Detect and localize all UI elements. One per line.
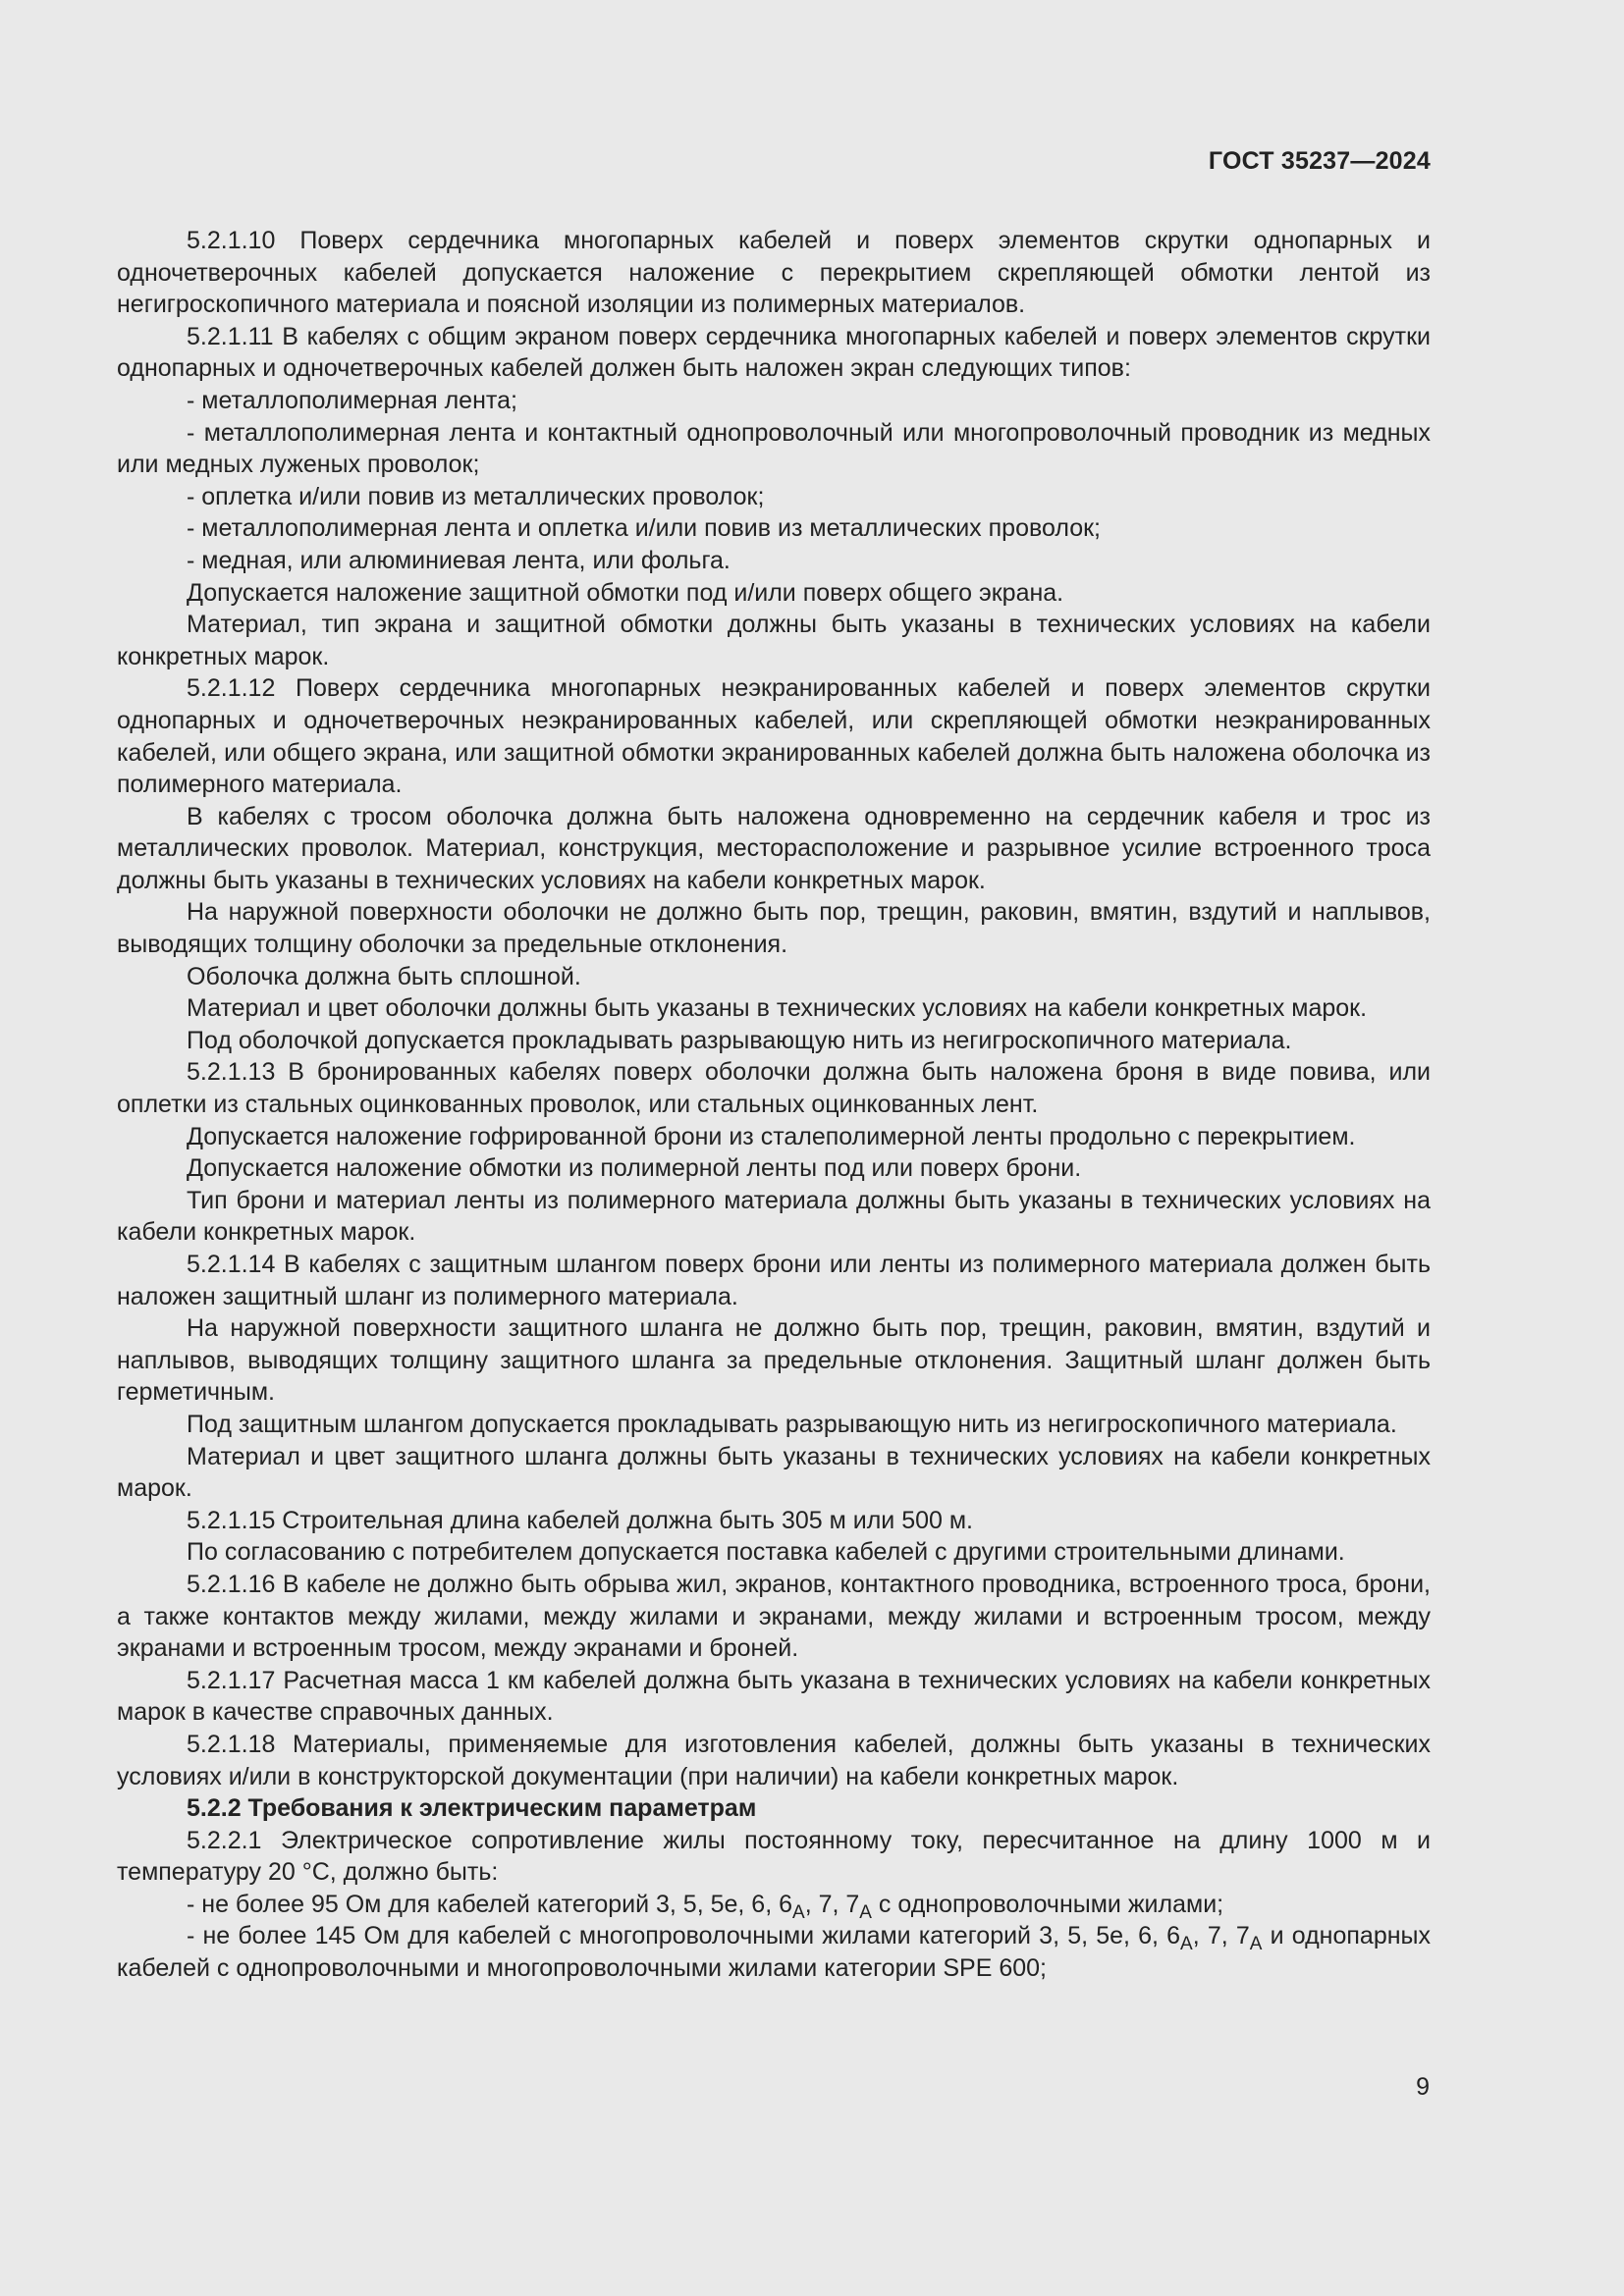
paragraph: Тип брони и материал ленты из полимерного материала должны быть указаны в технических условиях на кабели конкретных марок. (117, 1186, 1431, 1247)
section-heading: 5.2.2 Требования к электрическим параметрам (187, 1794, 757, 1823)
paragraph: По согласованию с потребителем допускается поставка кабелей с другими строительными длинами. (187, 1538, 1345, 1567)
paragraph: Допускается наложение гофрированной брони из сталеполимерной ленты продольно с перекрытием. (187, 1122, 1356, 1150)
paragraph-5-2-1-17: 5.2.1.17 Расчетная масса 1 км кабелей должна быть указана в технических условиях на кабели конкретных марок в качестве справочных данных. (117, 1666, 1431, 1727)
paragraph-5-2-1-11: 5.2.1.11 В кабелях с общим экраном поверх сердечника многопарных кабелей и поверх элементов скрутки однопарных и одночетверочных кабелей должен быть наложен экран следующих типов: (117, 322, 1431, 383)
paragraph: Материал и цвет оболочки должны быть указаны в технических условиях на кабели конкретных марок. (187, 994, 1368, 1023)
list-item: - металлополимерная лента и контактный однопроволочный или многопроволочный проводник из медных или медных луженых проволок; (117, 418, 1431, 479)
paragraph: Материал, тип экрана и защитной обмотки должны быть указаны в технических условиях на кабели конкретных марок. (117, 611, 1431, 670)
paragraph-5-2-1-14: 5.2.1.14 В кабелях с защитным шлангом поверх брони или ленты из полимерного материала должен быть наложен защитный шланг из полимерного материала. (117, 1251, 1431, 1310)
document-body (117, 225, 1431, 1985)
paragraph: Оболочка должна быть сплошной. (187, 962, 581, 990)
paragraph: Допускается наложение обмотки из полимерной ленты под или поверх брони. (187, 1154, 1082, 1183)
paragraph: Материал и цвет защитного шланга должны быть указаны в технических условиях на кабели конкретных марок. (117, 1442, 1431, 1503)
subscript: A (792, 1901, 805, 1923)
paragraph-5-2-1-18: 5.2.1.18 Материалы, применяемые для изготовления кабелей, должны быть указаны в технических условиях и/или в конструкторской документации (при наличии) на кабели конкретных марок. (117, 1730, 1431, 1790)
document-header: ГОСТ 35237—2024 (1208, 147, 1431, 175)
paragraph-5-2-1-13: 5.2.1.13 В бронированных кабелях поверх оболочки должна быть наложена броня в виде повива, или оплетки из стальных оцинкованных проволок, или стальных оцинкованных лент. (117, 1058, 1431, 1119)
paragraph-5-2-1-16: 5.2.1.16 В кабеле не должно быть обрыва жил, экранов, контактного проводника, встроенного троса, брони, а также контактов между жилами, между жилами и экранами, между жилами и встроенным тросом, между экранами и встроенным тросом, между экранами и броней. (117, 1570, 1431, 1663)
list-item: - оплетка и/или повив из металлических проволок; (187, 482, 765, 510)
paragraph: В кабелях с тросом оболочка должна быть наложена одновременно на сердечник кабеля и трос из металлических проволок. Материал, конструкция, месторасположение и разрывное усилие встроенного троса должны быть указаны в технических условиях на кабели конкретных марок. (117, 802, 1431, 894)
paragraph-5-2-1-10: 5.2.1.10 Поверх сердечника многопарных кабелей и поверх элементов скрутки однопарных и одночетверочных кабелей допускается наложение с перекрытием скрепляющей обмотки лентой из негигроскопичного материала и поясной изоляции из полимерных материалов. (117, 227, 1431, 319)
page-number: 9 (1416, 2073, 1430, 2101)
item-text: , 7, 7 (1192, 1922, 1250, 1950)
item-text: с однопроволочными жилами; (871, 1890, 1224, 1918)
paragraph-5-2-1-12: 5.2.1.12 Поверх сердечника многопарных неэкранированных кабелей и поверх элементов скрутки однопарных и одночетверочных неэкранированных кабелей, или скрепляющей обмотки неэкранированных кабелей, или общего экрана, или защитной обмотки экранированных кабелей должна быть наложена оболочка из полимерного материала. (117, 674, 1431, 799)
paragraph: Под оболочкой допускается прокладывать разрывающую нить из негигроскопичного материала. (187, 1026, 1292, 1054)
subscript: A (1249, 1934, 1263, 1955)
paragraph: На наружной поверхности защитного шланга не должно быть пор, трещин, раковин, вмятин, вздутий и наплывов, выводящих толщину защитного шланга за предельные отклонения. Защитный шланг должен быть герметичным. (117, 1314, 1431, 1407)
item-text: , 7, 7 (804, 1890, 860, 1918)
paragraph: Под защитным шлангом допускается прокладывать разрывающую нить из негигроскопичного материала. (187, 1410, 1397, 1438)
list-item-145-ohm (117, 1920, 1431, 1984)
subscript: A (859, 1901, 872, 1923)
list-item: - металлополимерная лента; (187, 386, 517, 414)
list-item-95-ohm (117, 1889, 1431, 1921)
paragraph-5-2-1-15: 5.2.1.15 Строительная длина кабелей должна быть 305 м или 500 м. (187, 1506, 973, 1534)
paragraph-5-2-2-1: 5.2.2.1 Электрическое сопротивление жилы постоянному току, пересчитанное на длину 1000 м и температуру 20 °С, должно быть: (117, 1826, 1431, 1887)
paragraph: Допускается наложение защитной обмотки под и/или поверх общего экрана. (187, 578, 1064, 607)
paragraph: На наружной поверхности оболочки не должно быть пор, трещин, раковин, вмятин, вздутий и наплывов, выводящих толщину оболочки за предельные отклонения. (117, 898, 1431, 959)
item-text: - не более 145 Ом для кабелей с многопроволочными жилами категорий 3, 5, 5е, 6, 6 (187, 1922, 1181, 1950)
item-text: - не более 95 Ом для кабелей категорий 3, 5, 5е, 6, 6 (187, 1890, 792, 1918)
list-item: - металлополимерная лента и оплетка и/или повив из металлических проволок; (187, 514, 1101, 543)
subscript: A (1180, 1934, 1193, 1955)
item-text: и однопарных кабелей с однопроволочными и многопроволочными жилами категории SPE 600; (117, 1922, 1431, 1983)
list-item: - медная, или алюминиевая лента, или фольга. (187, 546, 731, 574)
